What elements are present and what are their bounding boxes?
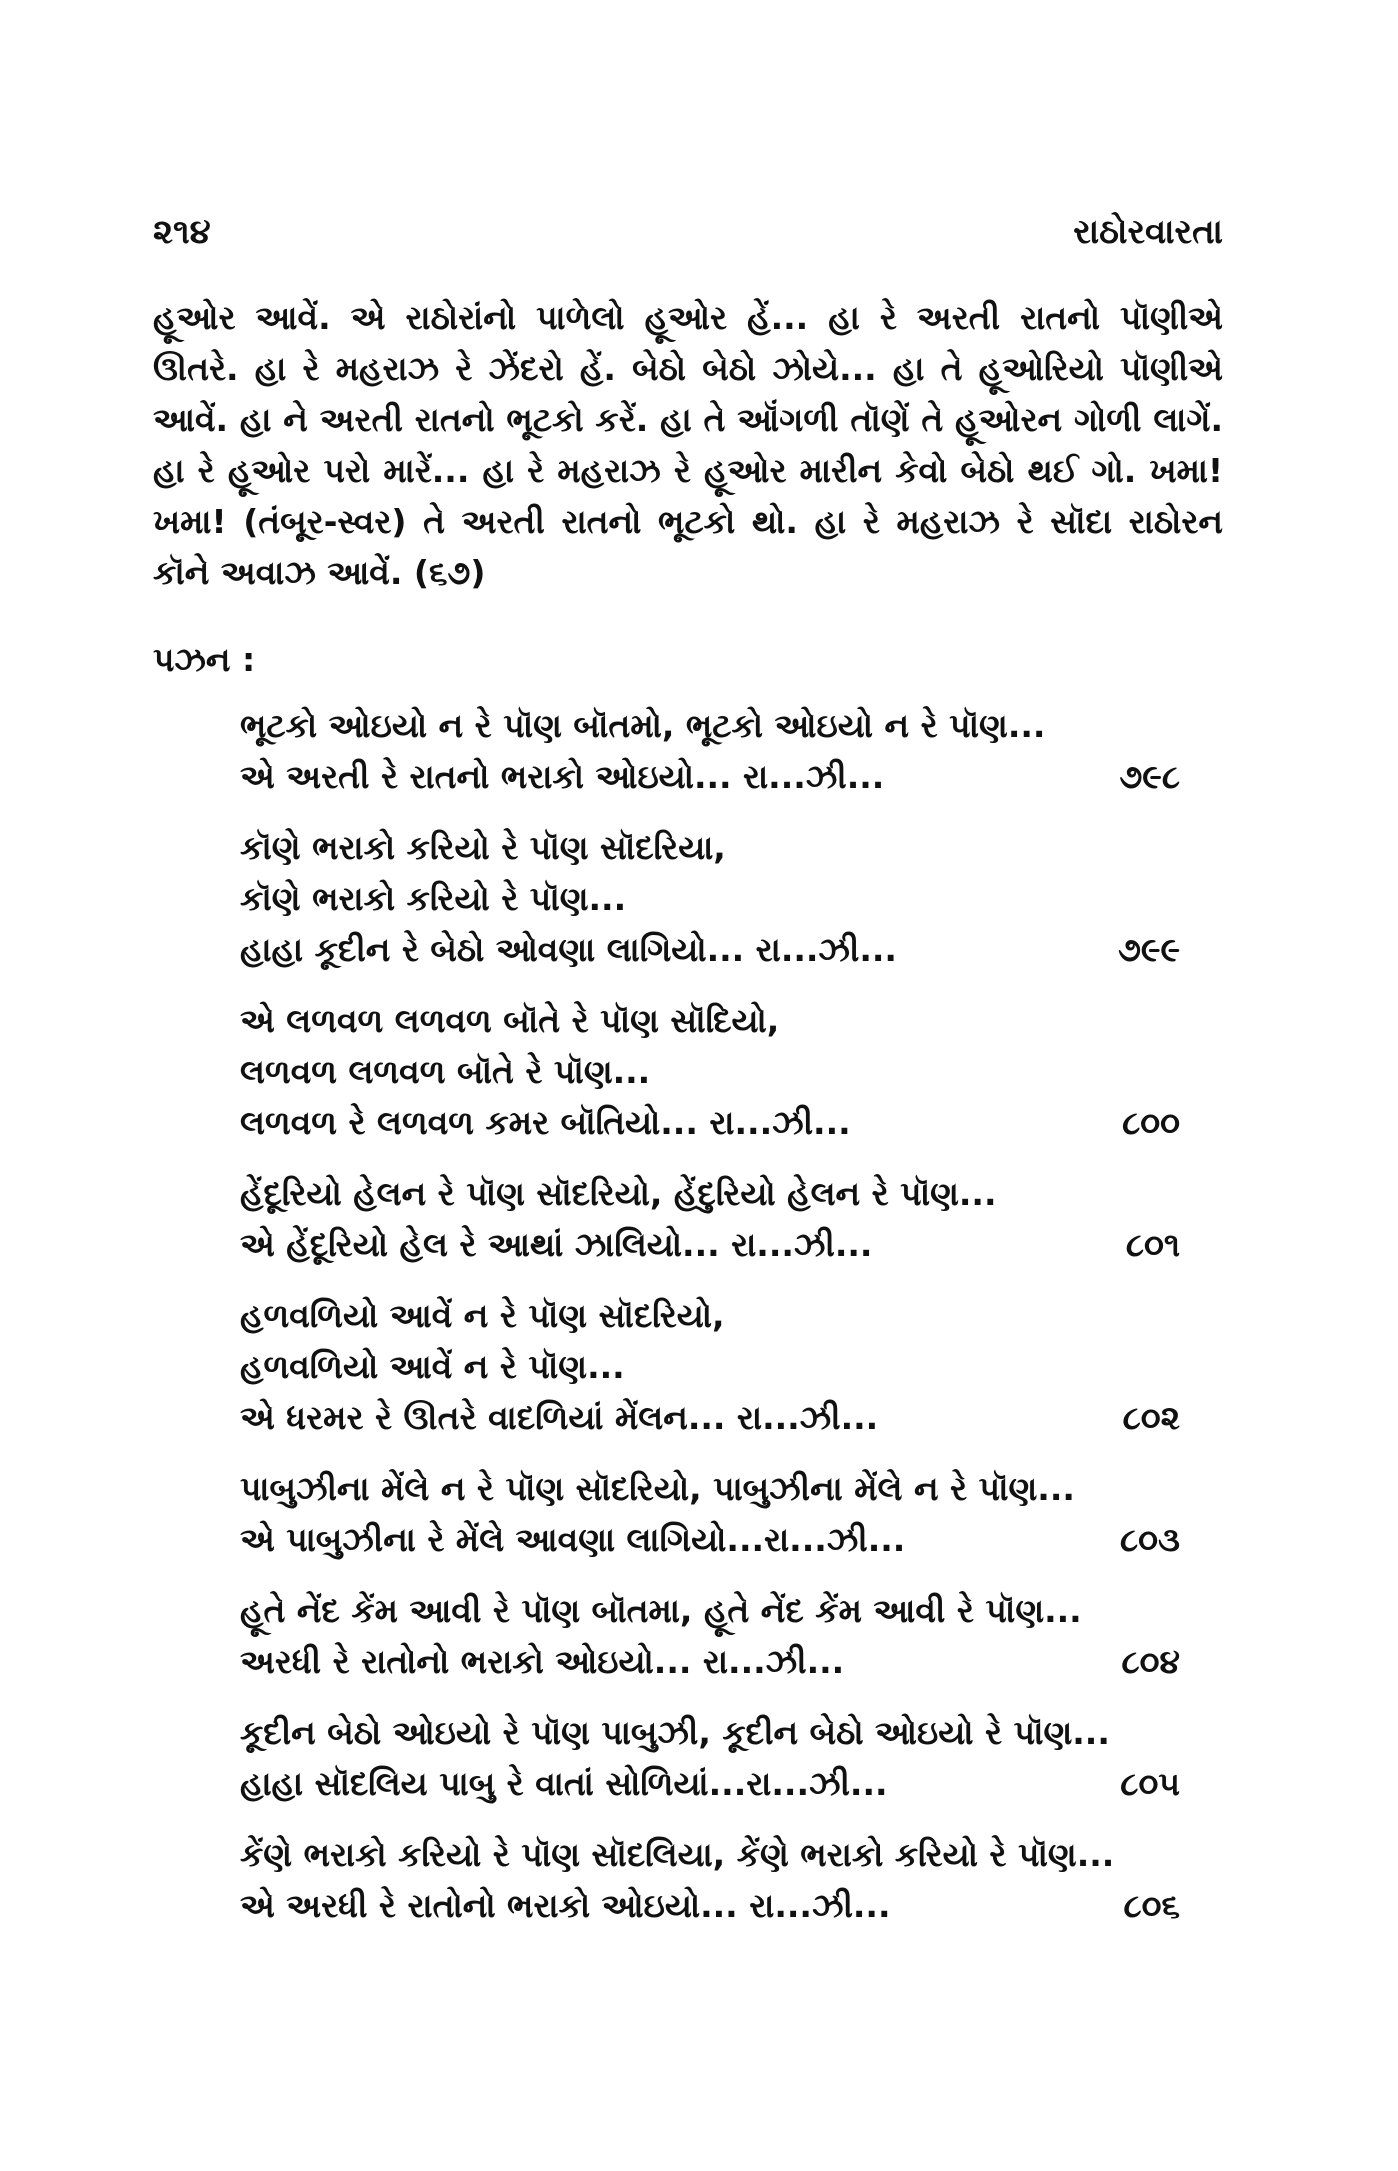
page-header — [153, 212, 1223, 272]
verse-line — [240, 1880, 1180, 1931]
verse-line — [240, 924, 1180, 975]
verse-line — [240, 1636, 1180, 1687]
verse-line: કૉણે ભરાકો કરિયો રે પૉણ સૉદરિયા, — [240, 828, 726, 867]
stanza — [240, 1829, 1180, 1931]
stanza — [240, 995, 1180, 1148]
verse-line: હળવળિયો આવેં ન રે પૉણ... — [240, 1347, 625, 1386]
verse-number: ૭૯૮ — [1119, 757, 1180, 796]
verse-number: ૮૦૫ — [1120, 1764, 1180, 1803]
verse-line-text: અરધી રે રાતોનો ભરાકો ઓઇયો... રા...ઝી... — [240, 1642, 845, 1681]
verse-line — [240, 1097, 1180, 1148]
verse-number: ૮૦૦ — [1122, 1103, 1180, 1142]
verse-line-text: એ પાબુઝીના રે મેંલે આવણા લાગિયો...રા...ઝી... — [240, 1520, 906, 1559]
stanza — [240, 1290, 1180, 1443]
verse-line — [240, 1758, 1180, 1809]
stanza — [240, 1168, 1180, 1270]
verse-line: હેંદૂરિયો હેલન રે પૉણ સૉદરિયો, હેંદુરિયો હેલન રે પૉણ... — [240, 1174, 997, 1213]
verse-line: કૂદીન બેઠો ઓઇયો રે પૉણ પાબુઝી, કૂદીન બેઠો ઓઇયો રે પૉણ... — [240, 1713, 1110, 1752]
verse-line: પાબુઝીના મેંલે ન રે પૉણ સૉદરિયો, પાબુઝીના મેંલે ન રે પૉણ... — [240, 1469, 1075, 1508]
section-label: પઝન : — [153, 640, 256, 679]
verse-line: હૂતે નેંદ કેંમ આવી રે પૉણ બૉતમા, હૂતે નેંદ કેંમ આવી રે પૉણ... — [240, 1591, 1082, 1630]
verse-number: ૮૦૩ — [1120, 1520, 1180, 1559]
stanza — [240, 1585, 1180, 1687]
verse-line-text: હાહા સૉદલિય પાબુ રે વાતાં સોળિયાં...રા...ઝી... — [240, 1764, 888, 1803]
verse-line-text: એ હેંદૂરિયો હેલ રે આથાં ઝાલિયો... રા...ઝી... — [240, 1225, 873, 1264]
verse-list — [240, 700, 1180, 1951]
verse-line — [240, 751, 1180, 802]
verse-number: ૮૦૨ — [1122, 1398, 1180, 1437]
stanza — [240, 1463, 1180, 1565]
prose-paragraph: હૂઓર આવેં. એ રાઠોરાંનો પાળેલો હૂઓર હેં... હા રે અરતી રાતનો પૉણીએ ઊતરે. હા રે મહરાઝ રે ઝેંદરો હેં. બેઠો બેઠો ઝોયે... હા તે હૂઓરિયો પૉણીએ આવેં. હા ને અરતી રાતનો ભૂટકો કરેં. હા તે ઑંગળી તૉણેં તે હૂઓરન ગોળી લાગેં. હા રે હૂઓર પરો મારેં... હા રે મહરાઝ રે હૂઓર મારીન કેવો બેઠો થઈ ગો. ખમા! ખમા! (તંબૂર-સ્વર) તે અરતી રાતનો ભૂટકો થો. હા રે મહરાઝ રે સૉદા રાઠોરન કૉને અવાઝ આવેં. (૬૭) — [153, 298, 1223, 592]
stanza — [240, 822, 1180, 975]
verse-number: ૮૦૪ — [1121, 1642, 1180, 1681]
verse-number: ૮૦૬ — [1123, 1886, 1180, 1925]
verse-line: એ લળવળ લળવળ બૉતે રે પૉણ સૉદિયો, — [240, 1001, 780, 1040]
page-number: ૨૧૪ — [153, 212, 211, 252]
verse-line-text: લળવળ રે લળવળ કમર બૉતિયો... રા...ઝી... — [240, 1103, 851, 1142]
running-head: રાઠોરવારતા — [1073, 212, 1223, 252]
verse-line: ભૂટકો ઓઇયો ન રે પૉણ બૉતમો, ભૂટકો ઓઇયો ન રે પૉણ... — [240, 706, 1046, 745]
verse-line: હળવળિયો આવેં ન રે પૉણ સૉદરિયો, — [240, 1296, 725, 1335]
verse-line — [240, 1392, 1180, 1443]
verse-number: ૮૦૧ — [1125, 1225, 1180, 1264]
verse-line-text: હાહા કૂદીન રે બેઠો ઓવણા લાગિયો... રા...ઝી... — [240, 930, 897, 969]
verse-line: કૉણે ભરાકો કરિયો રે પૉણ... — [240, 879, 627, 918]
verse-line-text: એ અરતી રે રાતનો ભરાકો ઓઇયો... રા...ઝી... — [240, 757, 885, 796]
verse-line: કેંણે ભરાકો કરિયો રે પૉણ સૉદલિયા, કેંણે ભરાકો કરિયો રે પૉણ... — [240, 1835, 1115, 1874]
stanza — [240, 1707, 1180, 1809]
verse-line-text: એ ધરમર રે ઊતરે વાદળિયાં મેંલન... રા...ઝી... — [240, 1398, 879, 1437]
stanza — [240, 700, 1180, 802]
verse-line — [240, 1219, 1180, 1270]
verse-line: લળવળ લળવળ બૉતે રે પૉણ... — [240, 1052, 651, 1091]
verse-line — [240, 1514, 1180, 1565]
verse-line-text: એ અરધી રે રાતોનો ભરાકો ઓઇયો... રા...ઝી... — [240, 1886, 891, 1925]
verse-number: ૭૯૯ — [1117, 930, 1180, 969]
